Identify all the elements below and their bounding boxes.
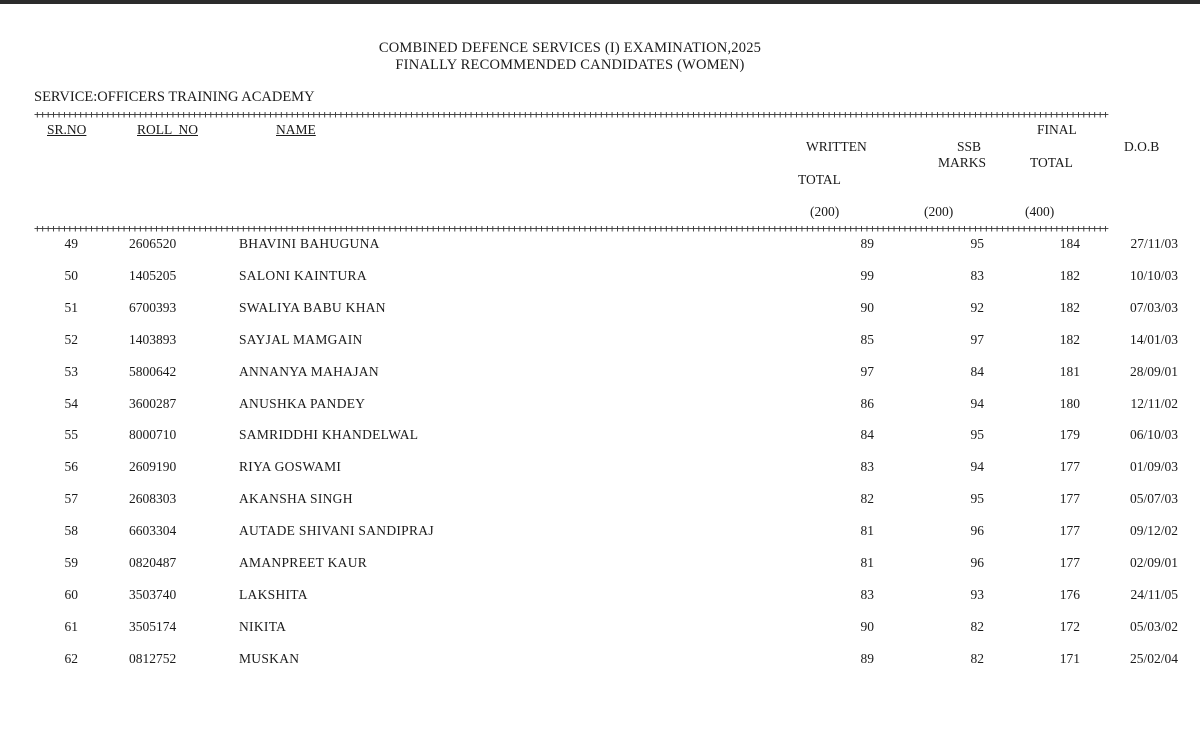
name-cell: BHAVINI BAHUGUNA — [239, 236, 380, 251]
ssb-marks-cell: 93 — [970, 586, 984, 602]
ssb-marks-cell: 82 — [970, 650, 984, 666]
sr-no-cell: 62 — [64, 650, 78, 666]
roll-no-cell: 1405205 — [129, 267, 177, 283]
dob-cell: 12/11/02 — [1130, 395, 1178, 411]
col-dob: D.O.B — [1124, 139, 1160, 154]
written-total-cell: 99 — [860, 267, 874, 283]
dob-cell: 05/07/03 — [1129, 491, 1178, 507]
col-written-line1: WRITTEN — [806, 139, 867, 154]
roll-no-cell: 0812752 — [129, 650, 177, 666]
written-total-cell: 83 — [860, 586, 874, 602]
roll-no-cell: 2609190 — [129, 459, 177, 475]
final-total-cell: 180 — [1059, 395, 1080, 411]
ssb-marks-cell: 95 — [970, 236, 984, 251]
ssb-marks-cell: 95 — [970, 491, 984, 507]
header-separator-top: ++++++++++++++++++++++++++++++++++++++++++++++++++++++++++++++++++++++++++++++++++++++++++++++++++++++++++++++++++++++++++++++++++++++++++++++++++++++++++++++++++++++++++++++++++++++++++++++++++++++ — [34, 108, 1108, 121]
ssb-marks-cell: 94 — [970, 395, 984, 411]
written-total-cell: 86 — [860, 395, 874, 411]
name-cell: AUTADE SHIVANI SANDIPRAJ — [239, 523, 434, 539]
sr-no-cell: 61 — [64, 618, 78, 634]
table-row — [0, 396, 1200, 416]
final-total-cell: 179 — [1059, 427, 1080, 443]
exam-title: COMBINED DEFENCE SERVICES (I) EXAMINATION,2025 — [378, 40, 762, 56]
name-cell: RIYA GOSWAMI — [239, 459, 342, 475]
final-total-cell: 172 — [1059, 618, 1080, 634]
written-total-cell: 89 — [860, 236, 874, 251]
sr-no-cell: 55 — [64, 427, 78, 443]
written-total-cell: 90 — [860, 618, 874, 634]
ssb-marks-cell: 96 — [970, 555, 984, 570]
name-cell: SALONI KAINTURA — [239, 267, 367, 283]
col-ssb-line2: MARKS — [938, 155, 987, 170]
final-total-cell: 177 — [1059, 555, 1080, 570]
roll-no-cell: 3503740 — [129, 586, 177, 602]
sr-no-cell: 51 — [64, 299, 78, 315]
col-ssb-max: (200) — [924, 204, 954, 219]
name-cell: ANUSHKA PANDEY — [239, 395, 366, 411]
name-cell: NIKITA — [239, 618, 287, 634]
roll-no-cell: 0820487 — [129, 555, 177, 570]
roll-no-cell: 2608303 — [129, 491, 177, 507]
written-total-cell: 85 — [860, 331, 874, 347]
ssb-marks-cell: 82 — [970, 618, 984, 634]
dob-cell: 06/10/03 — [1129, 427, 1178, 443]
final-total-cell: 182 — [1059, 331, 1080, 347]
roll-no-cell: 2606520 — [129, 236, 177, 251]
table-row — [0, 651, 1200, 671]
col-final-line2: TOTAL — [1030, 155, 1073, 170]
dob-cell: 24/11/05 — [1130, 586, 1178, 602]
sr-no-cell: 52 — [64, 331, 78, 347]
final-total-cell: 176 — [1059, 586, 1080, 602]
col-name: NAME — [276, 122, 316, 137]
final-total-cell: 177 — [1059, 523, 1080, 539]
written-total-cell: 89 — [860, 650, 874, 666]
roll-no-cell: 6603304 — [129, 523, 177, 539]
final-total-cell: 184 — [1059, 236, 1080, 251]
roll-no-cell: 5800642 — [129, 363, 177, 379]
written-total-cell: 81 — [860, 555, 874, 570]
dob-cell: 14/01/03 — [1129, 331, 1178, 347]
table-row — [0, 523, 1200, 543]
final-total-cell: 177 — [1059, 459, 1080, 475]
dob-cell: 28/09/01 — [1129, 363, 1178, 379]
sr-no-cell: 54 — [64, 395, 78, 411]
table-row — [0, 587, 1200, 607]
final-total-cell: 182 — [1059, 299, 1080, 315]
table-row — [0, 619, 1200, 639]
col-final-line1: FINAL — [1037, 122, 1077, 137]
dob-cell: 02/09/01 — [1129, 555, 1178, 570]
roll-no-cell: 3505174 — [129, 618, 177, 634]
ssb-marks-cell: 84 — [970, 363, 984, 379]
table-row — [0, 332, 1200, 352]
table-row — [0, 236, 1200, 256]
name-cell: SAMRIDDHI KHANDELWAL — [239, 427, 419, 443]
name-cell: SWALIYA BABU KHAN — [239, 299, 386, 315]
col-written-line2: TOTAL — [798, 172, 841, 187]
dob-cell: 25/02/04 — [1129, 650, 1178, 666]
ssb-marks-cell: 95 — [970, 427, 984, 443]
ssb-marks-cell: 83 — [970, 267, 984, 283]
table-row — [0, 555, 1200, 575]
col-sr-no: SR.NO — [47, 122, 87, 137]
name-cell: AMANPREET KAUR — [239, 555, 368, 570]
ssb-marks-cell: 97 — [970, 331, 984, 347]
col-roll-no: ROLL NO — [137, 122, 198, 137]
table-row — [0, 300, 1200, 320]
ssb-marks-cell: 94 — [970, 459, 984, 475]
sr-no-cell: 49 — [64, 236, 78, 251]
written-total-cell: 83 — [860, 459, 874, 475]
name-cell: SAYJAL MAMGAIN — [239, 331, 363, 347]
col-written-max: (200) — [810, 204, 840, 219]
sr-no-cell: 59 — [64, 555, 78, 570]
roll-no-cell: 8000710 — [129, 427, 177, 443]
sr-no-cell: 57 — [64, 491, 78, 507]
final-total-cell: 171 — [1059, 650, 1080, 666]
service-label: SERVICE:OFFICERS TRAINING ACADEMY — [34, 89, 315, 105]
table-row — [0, 364, 1200, 384]
sr-no-cell: 53 — [64, 363, 78, 379]
written-total-cell: 84 — [860, 427, 874, 443]
written-total-cell: 82 — [860, 491, 874, 507]
top-border — [0, 0, 1200, 4]
written-total-cell: 97 — [860, 363, 874, 379]
table-row — [0, 491, 1200, 511]
roll-no-cell: 3600287 — [129, 395, 177, 411]
written-total-cell: 81 — [860, 523, 874, 539]
sr-no-cell: 58 — [64, 523, 78, 539]
name-cell: LAKSHITA — [239, 586, 308, 602]
dob-cell: 07/03/03 — [1129, 299, 1178, 315]
sr-no-cell: 60 — [64, 586, 78, 602]
final-total-cell: 181 — [1059, 363, 1080, 379]
dob-cell: 09/12/02 — [1129, 523, 1178, 539]
name-cell: ANNANYA MAHAJAN — [239, 363, 379, 379]
ssb-marks-cell: 92 — [970, 299, 984, 315]
list-title: FINALLY RECOMMENDED CANDIDATES (WOMEN) — [395, 57, 745, 73]
name-cell: AKANSHA SINGH — [239, 491, 353, 507]
col-final-max: (400) — [1025, 204, 1055, 219]
dob-cell: 05/03/02 — [1129, 618, 1178, 634]
dob-cell: 01/09/03 — [1129, 459, 1178, 475]
ssb-marks-cell: 96 — [970, 523, 984, 539]
table-row — [0, 268, 1200, 288]
written-total-cell: 90 — [860, 299, 874, 315]
sr-no-cell: 50 — [64, 267, 78, 283]
sr-no-cell: 56 — [64, 459, 78, 475]
final-total-cell: 177 — [1059, 491, 1080, 507]
table-row — [0, 427, 1200, 447]
name-cell: MUSKAN — [239, 650, 300, 666]
dob-cell: 10/10/03 — [1129, 267, 1178, 283]
col-ssb-line1: SSB — [957, 139, 982, 154]
table-row — [0, 459, 1200, 479]
dob-cell: 27/11/03 — [1130, 236, 1178, 251]
header-separator-bottom: ++++++++++++++++++++++++++++++++++++++++++++++++++++++++++++++++++++++++++++++++++++++++++++++++++++++++++++++++++++++++++++++++++++++++++++++++++++++++++++++++++++++++++++++++++++++++++++++++++++++ — [34, 222, 1108, 235]
final-total-cell: 182 — [1059, 267, 1080, 283]
roll-no-cell: 1403893 — [129, 331, 177, 347]
roll-no-cell: 6700393 — [129, 299, 177, 315]
